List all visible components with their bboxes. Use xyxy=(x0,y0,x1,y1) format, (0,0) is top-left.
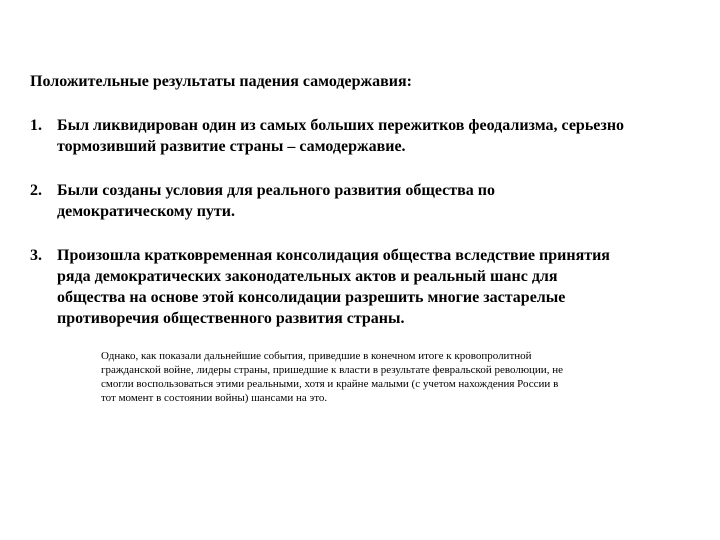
list-item xyxy=(30,180,710,222)
list-item-text: Произошла кратковременная консолидация общества вследствие принятия ряда демократических законодательных актов и реальный шанс для общества на основе этой консолидации разрешить многие застарелые противоречия общественного развития страны. xyxy=(57,247,610,327)
list-item-number: 1. xyxy=(30,117,42,134)
list-item-text: Был ликвидирован один из самых больших пережитков феодализма, серьезно тормозивший развитие страны – самодержавие. xyxy=(57,117,625,155)
list-item-text: Были созданы условия для реального развития общества по демократическому пути. xyxy=(57,182,495,220)
list-item-number: 3. xyxy=(30,247,42,264)
list-item-number: 2. xyxy=(30,182,42,199)
list-item xyxy=(30,245,710,329)
list-item xyxy=(30,115,710,157)
results-list xyxy=(30,115,710,352)
note-paragraph: Однако, как показали дальнейшие события, приведшие в конечном итоге к кровопролитной гражданской войне, лидеры страны, пришедшие к власти в результате февральской революции, не смогли воспользоваться этими реальными, хотя и крайне малыми (с учетом нахождения России в тот момент в состоянии войны) шансами на это. xyxy=(101,350,563,404)
slide-heading: Положительные результаты падения самодержавия: xyxy=(30,73,412,90)
